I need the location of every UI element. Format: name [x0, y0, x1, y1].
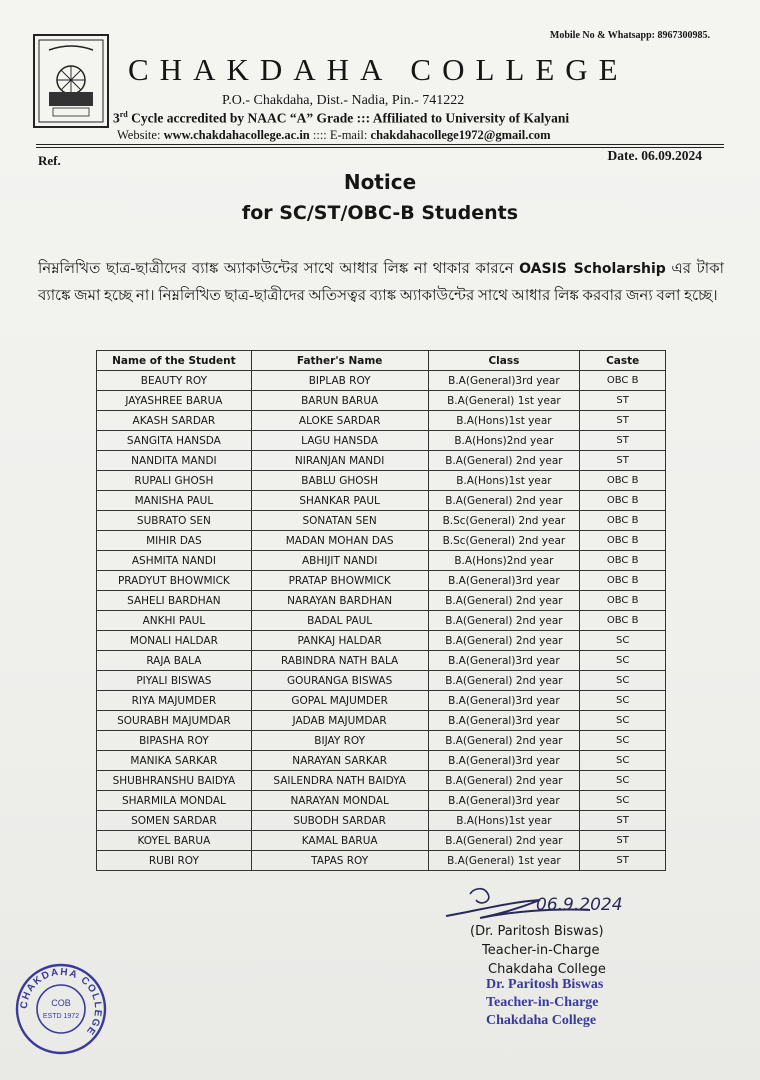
caste-cell: SC [580, 711, 666, 731]
caste-cell: OBC B [580, 471, 666, 491]
father-name-cell: JADAB MAJUMDAR [251, 711, 428, 731]
mobile-number: Mobile No & Whatsapp: 8967300985. [549, 30, 710, 41]
college-address: P.O.- Chakdaha, Dist.- Nadia, Pin.- 741222 [222, 93, 465, 108]
class-cell: B.A(General)3rd year [428, 751, 580, 771]
class-cell: B.A(Hons)1st year [428, 411, 580, 431]
class-cell: B.A(General)3rd year [428, 571, 580, 591]
student-name-cell: PRADYUT BHOWMICK [97, 571, 252, 591]
father-name-cell: SAILENDRA NATH BAIDYA [251, 771, 428, 791]
signatory-name: (Dr. Paritosh Biswas) [470, 924, 604, 939]
father-name-cell: RABINDRA NATH BALA [251, 651, 428, 671]
notice-paragraph [38, 256, 724, 310]
class-cell: B.A(General) 2nd year [428, 591, 580, 611]
paragraph-scheme: OASIS Scholarship [519, 261, 666, 277]
table-row [97, 831, 666, 851]
student-name-cell: AKASH SARDAR [97, 411, 252, 431]
accreditation-text: Cycle accredited by NAAC “A” Grade ::: Affiliated to University of Kalyani [127, 110, 570, 126]
student-name-cell: RAJA BALA [97, 651, 252, 671]
table-row [97, 591, 666, 611]
official-stamp [486, 976, 603, 1030]
student-name-cell: RIYA MAJUMDER [97, 691, 252, 711]
class-cell: B.A(General)3rd year [428, 711, 580, 731]
caste-cell: OBC B [580, 511, 666, 531]
father-name-cell: NIRANJAN MANDI [251, 451, 428, 471]
student-name-cell: SAHELI BARDHAN [97, 591, 252, 611]
seal-estd: ESTD 1972 [42, 1013, 80, 1020]
father-name-cell: SONATAN SEN [251, 511, 428, 531]
caste-cell: SC [580, 651, 666, 671]
student-name-cell: MANIKA SARKAR [97, 751, 252, 771]
table-row [97, 491, 666, 511]
student-name-cell: RUBI ROY [97, 851, 252, 871]
father-name-cell: KAMAL BARUA [251, 831, 428, 851]
table-header-row [97, 351, 666, 371]
caste-cell: OBC B [580, 371, 666, 391]
class-cell: B.A(General) 2nd year [428, 731, 580, 751]
class-cell: B.A(General) 1st year [428, 851, 580, 871]
caste-cell: OBC B [580, 551, 666, 571]
header-caste: Caste [580, 351, 666, 371]
caste-cell: OBC B [580, 571, 666, 591]
caste-cell: ST [580, 851, 666, 871]
stamp-name: Dr. Paritosh Biswas [486, 977, 604, 992]
notice-title: Notice [343, 170, 417, 194]
table-row [97, 811, 666, 831]
ref-label: Ref. [38, 153, 61, 168]
caste-cell: OBC B [580, 491, 666, 511]
stamp-college: Chakdaha College [486, 1013, 597, 1028]
caste-cell: ST [580, 411, 666, 431]
table-row [97, 571, 666, 591]
table-row [97, 631, 666, 651]
caste-cell: ST [580, 831, 666, 851]
student-name-cell: SUBRATO SEN [97, 511, 252, 531]
father-name-cell: GOPAL MAJUMDER [251, 691, 428, 711]
table-row [97, 531, 666, 551]
table-row [97, 391, 666, 411]
student-name-cell: BEAUTY ROY [97, 371, 252, 391]
father-name-cell: LAGU HANSDA [251, 431, 428, 451]
college-name: CHAKDAHA COLLEGE [128, 52, 629, 87]
student-name-cell: KOYEL BARUA [97, 831, 252, 851]
table-row [97, 651, 666, 671]
class-cell: B.A(Hons)2nd year [428, 431, 580, 451]
father-name-cell: BADAL PAUL [251, 611, 428, 631]
college-seal-icon [14, 962, 108, 1056]
seal-text: CHAKDAHA COLLEGE [18, 966, 104, 1038]
table-row [97, 511, 666, 531]
class-cell: B.A(General)3rd year [428, 371, 580, 391]
caste-cell: ST [580, 451, 666, 471]
class-cell: B.A(General) 2nd year [428, 491, 580, 511]
father-name-cell: NARAYAN SARKAR [251, 751, 428, 771]
student-name-cell: BIPASHA ROY [97, 731, 252, 751]
website-link[interactable]: www.chakdahacollege.ac.in [163, 128, 310, 142]
notice-subtitle: for SC/ST/OBC-B Students [241, 202, 519, 224]
father-name-cell: SUBODH SARDAR [251, 811, 428, 831]
caste-cell: ST [580, 431, 666, 451]
table-row [97, 731, 666, 751]
contact-line [117, 128, 551, 143]
header-student-name: Name of the Student [97, 351, 252, 371]
caste-cell: OBC B [580, 591, 666, 611]
student-name-cell: PIYALI BISWAS [97, 671, 252, 691]
handwritten-date: 06.9.2024 [536, 895, 623, 915]
caste-cell: SC [580, 671, 666, 691]
signatory-college: Chakdaha College [488, 962, 606, 977]
class-cell: B.A(General) 2nd year [428, 611, 580, 631]
caste-cell: ST [580, 811, 666, 831]
father-name-cell: BIPLAB ROY [251, 371, 428, 391]
table-row [97, 791, 666, 811]
table-row [97, 371, 666, 391]
signature-scribble-icon [440, 880, 680, 924]
table-row [97, 671, 666, 691]
student-name-cell: SANGITA HANSDA [97, 431, 252, 451]
notice-date: Date. 06.09.2024 [607, 148, 702, 163]
class-cell: B.A(General)3rd year [428, 691, 580, 711]
father-name-cell: ABHIJIT NANDI [251, 551, 428, 571]
accreditation-cycle: 3 [113, 110, 120, 126]
header-father-name: Father's Name [251, 351, 428, 371]
father-name-cell: NARAYAN MONDAL [251, 791, 428, 811]
student-name-cell: NANDITA MANDI [97, 451, 252, 471]
student-name-cell: SOURABH MAJUMDAR [97, 711, 252, 731]
caste-cell: SC [580, 791, 666, 811]
caste-cell: SC [580, 731, 666, 751]
table-row [97, 611, 666, 631]
student-name-cell: MONALI HALDAR [97, 631, 252, 651]
student-name-cell: SHUBHRANSHU BAIDYA [97, 771, 252, 791]
student-name-cell: JAYASHREE BARUA [97, 391, 252, 411]
paragraph-part1: নিম্নলিখিত ছাত্র-ছাত্রীদের ব্যাঙ্ক অ্যাকাউন্টের সাথে আধার লিঙ্ক না থাকার কারনে [38, 261, 520, 277]
website-label: Website: [117, 128, 164, 142]
class-cell: B.Sc(General) 2nd year [428, 511, 580, 531]
father-name-cell: BIJAY ROY [251, 731, 428, 751]
class-cell: B.A(General) 2nd year [428, 831, 580, 851]
header-class: Class [428, 351, 580, 371]
signatory-designation: Teacher-in-Charge [482, 943, 600, 958]
email-link[interactable]: chakdahacollege1972@gmail.com [370, 128, 551, 142]
student-table [96, 350, 666, 871]
student-name-cell: ASHMITA NANDI [97, 551, 252, 571]
class-cell: B.A(General)3rd year [428, 791, 580, 811]
class-cell: B.A(General) 2nd year [428, 451, 580, 471]
class-cell: B.Sc(General) 2nd year [428, 531, 580, 551]
father-name-cell: ALOKE SARDAR [251, 411, 428, 431]
father-name-cell: PRATAP BHOWMICK [251, 571, 428, 591]
class-cell: B.A(General) 1st year [428, 391, 580, 411]
table-row [97, 551, 666, 571]
table-row [97, 771, 666, 791]
table-body [97, 371, 666, 871]
student-name-cell: RUPALI GHOSH [97, 471, 252, 491]
student-name-cell: SOMEN SARDAR [97, 811, 252, 831]
father-name-cell: TAPAS ROY [251, 851, 428, 871]
seal-center: COB [51, 998, 71, 1008]
student-name-cell: MIHIR DAS [97, 531, 252, 551]
class-cell: B.A(Hons)2nd year [428, 551, 580, 571]
caste-cell: ST [580, 391, 666, 411]
class-cell: B.A(General) 2nd year [428, 631, 580, 651]
class-cell: B.A(General) 2nd year [428, 771, 580, 791]
caste-cell: OBC B [580, 531, 666, 551]
father-name-cell: BABLU GHOSH [251, 471, 428, 491]
father-name-cell: BARUN BARUA [251, 391, 428, 411]
caste-cell: SC [580, 771, 666, 791]
table-row [97, 471, 666, 491]
accreditation-sup: rd [119, 110, 128, 119]
table-row [97, 451, 666, 471]
caste-cell: SC [580, 631, 666, 651]
email-label: :::: E-mail: [309, 128, 371, 142]
caste-cell: OBC B [580, 611, 666, 631]
table-row [97, 711, 666, 731]
father-name-cell: GOURANGA BISWAS [251, 671, 428, 691]
father-name-cell: NARAYAN BARDHAN [251, 591, 428, 611]
student-name-cell: SHARMILA MONDAL [97, 791, 252, 811]
class-cell: B.A(General)3rd year [428, 651, 580, 671]
class-cell: B.A(Hons)1st year [428, 471, 580, 491]
paragraph-part2: এর টাকা ব্যাঙ্কে জমা হচ্ছে না। নিম্নলিখিত ছাত্র-ছাত্রীদের অতিসত্বর ব্যাঙ্ক অ্যাকাউন্টের সাথে আধার লিঙ্ক করবার জন্য বলা হচ্ছে। [38, 261, 724, 304]
class-cell: B.A(General) 2nd year [428, 671, 580, 691]
caste-cell: SC [580, 691, 666, 711]
table-row [97, 751, 666, 771]
stamp-designation: Teacher-in-Charge [486, 995, 599, 1010]
class-cell: B.A(Hons)1st year [428, 811, 580, 831]
student-name-cell: ANKHI PAUL [97, 611, 252, 631]
father-name-cell: PANKAJ HALDAR [251, 631, 428, 651]
student-name-cell: MANISHA PAUL [97, 491, 252, 511]
accreditation-line [113, 110, 569, 127]
table-row [97, 411, 666, 431]
caste-cell: SC [580, 751, 666, 771]
table-row [97, 431, 666, 451]
signature-block [470, 922, 606, 979]
father-name-cell: MADAN MOHAN DAS [251, 531, 428, 551]
table-row [97, 691, 666, 711]
college-logo-icon [33, 34, 109, 128]
father-name-cell: SHANKAR PAUL [251, 491, 428, 511]
header-divider [36, 144, 724, 145]
table-row [97, 851, 666, 871]
